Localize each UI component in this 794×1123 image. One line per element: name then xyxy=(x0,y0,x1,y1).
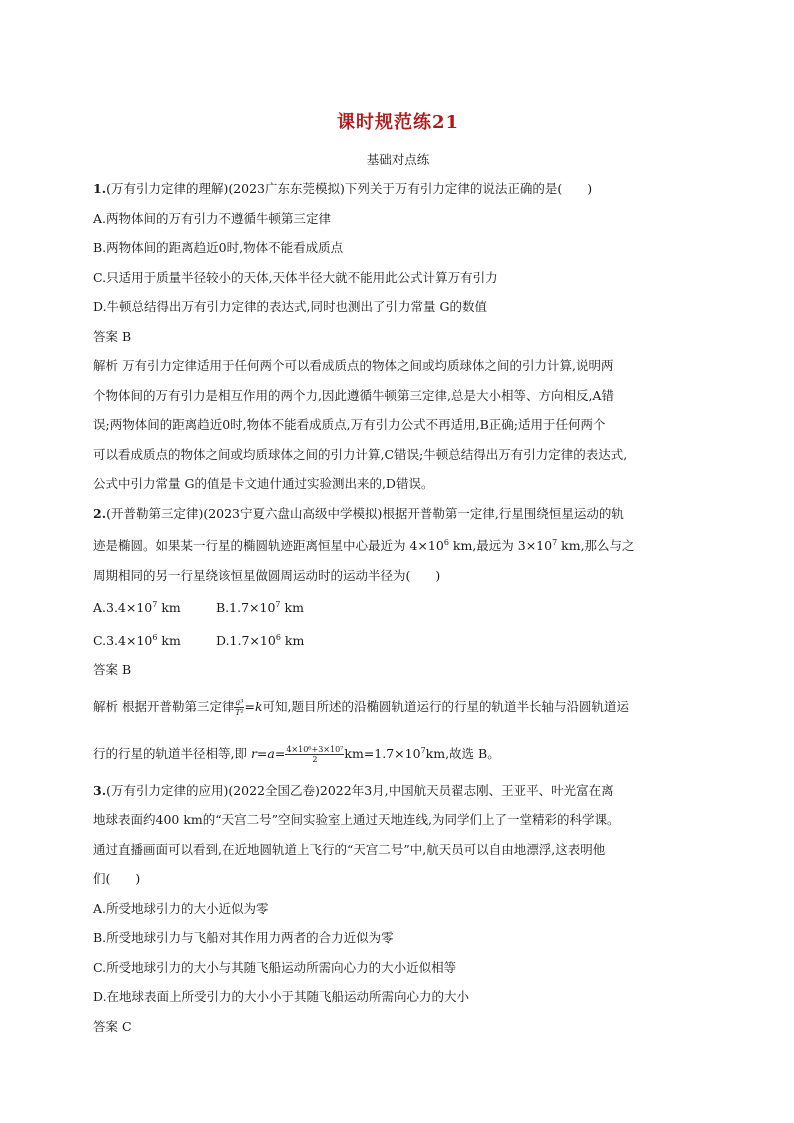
question-2-text: km,最远为 3×10 xyxy=(448,538,553,553)
question-1-option-b: B.两物体间的距离趋近0时,物体不能看成质点 xyxy=(93,240,344,255)
fraction-denominator: T² xyxy=(235,707,244,717)
question-1-answer: 答案 B xyxy=(93,328,132,344)
question-1-stem xyxy=(93,174,703,204)
question-1 xyxy=(93,174,703,499)
question-3-text: (万有引力定律的应用)(2022全国乙卷)2022年3月,中国航天员翟志刚、王亚平、叶光富在离 xyxy=(106,782,614,798)
question-2-option-c xyxy=(93,623,216,656)
question-2-stem-line xyxy=(93,499,703,529)
question-2-stem-line: 周期相同的另一行星绕该恒星做圆周运动时的运动半径为( ) xyxy=(93,567,441,583)
fraction xyxy=(285,745,344,764)
fraction-denominator: 2 xyxy=(312,754,318,764)
exponent: 6 xyxy=(275,632,281,642)
exponent: 7 xyxy=(152,600,158,609)
question-2-number: 2. xyxy=(93,505,107,521)
question-2-answer: 答案 B xyxy=(93,662,132,677)
question-3-stem-line: 通过直播画面可以看到,在近地圆轨道上飞行的“天宫二号”中,航天员可以自由地漂浮,这表明他 xyxy=(93,841,606,857)
question-2-analysis-line xyxy=(93,685,703,729)
question-3-option-c: C.所受地球引力的大小与其随飞船运动所需向心力的大小近似相等 xyxy=(93,959,457,975)
exponent: 7 xyxy=(275,600,281,609)
question-1-option-d: D.牛顿总结得出万有引力定律的表达式,同时也测出了引力常量 G的数值 xyxy=(93,299,487,314)
question-3 xyxy=(93,776,703,1042)
exponent: 6 xyxy=(443,538,449,547)
option-unit: km xyxy=(280,632,305,648)
option-unit: km xyxy=(157,600,181,615)
question-1-option-c: C.只适用于质量半径较小的天体,天体半径大就不能用此公式计算万有引力 xyxy=(93,269,498,285)
option-text: B.1.7×10 xyxy=(216,600,276,615)
question-1-analysis-line: 个物体间的万有引力是相互作用的两个力,因此遵循牛顿第三定律,总是大小相等、方向相反,A错 xyxy=(93,387,614,403)
question-2-stem-line xyxy=(93,528,703,561)
fraction-numerator: 4×10⁶+3×10⁷ xyxy=(286,744,344,754)
option-text: C.3.4×10 xyxy=(93,632,153,648)
question-2-option-a xyxy=(93,590,216,623)
question-1-analysis-line: 公式中引力常量 G的值是卡文迪什通过实验测出来的,D错误。 xyxy=(93,476,434,491)
question-3-number: 3. xyxy=(93,782,107,798)
analysis-text: 解析 根据开普勒第三定律 xyxy=(93,698,235,714)
section-heading: 基础对点练 xyxy=(366,152,430,167)
equation-text: =k xyxy=(244,698,263,714)
question-3-stem-line: 地球表面约400 km的“天宫二号”空间实验室上通过天地连线,为同学们上了一堂精彩的科学课。 xyxy=(93,812,620,827)
question-2-analysis-line xyxy=(93,729,703,776)
fraction-numerator: a³ xyxy=(235,697,244,707)
question-1-number: 1. xyxy=(93,181,107,196)
option-text: D.1.7×10 xyxy=(216,632,276,648)
question-2-options-row xyxy=(93,623,703,656)
analysis-text: 行的行星的轨道半径相等,即 xyxy=(93,745,251,761)
fraction xyxy=(234,698,244,717)
analysis-text: km=1.7×10 xyxy=(344,745,421,761)
question-2-text: (开普勒第三定律)(2023宁夏六盘山高级中学模拟)根据开普勒第一定律,行星围绕恒星运动的轨 xyxy=(106,505,624,521)
question-3-stem-line xyxy=(93,776,703,806)
analysis-text: 可知,题目所述的沿椭圆轨道运行的行星的轨道半长轴与沿圆轨道运 xyxy=(262,698,630,714)
question-2-text: 迹是椭圆。如果某一行星的椭圆轨迹距离恒星中心最近为 4×10 xyxy=(93,538,444,553)
question-2-option-d xyxy=(216,623,339,656)
question-1-option-a: A.两物体间的万有引力不遵循牛顿第三定律 xyxy=(93,210,332,226)
question-3-option-b: B.所受地球引力与飞船对其作用力两者的合力近似为零 xyxy=(93,930,394,945)
question-1-text: (万有引力定律的理解)(2023广东东莞模拟)下列关于万有引力定律的说法正确的是( ) xyxy=(106,181,593,196)
exponent: 7 xyxy=(552,538,558,547)
question-3-answer: 答案 C xyxy=(93,1018,132,1034)
equation-text: r=a= xyxy=(250,745,286,761)
question-3-option-d: D.在地球表面上所受引力的大小小于其随飞船运动所需向心力的大小 xyxy=(93,989,470,1004)
option-text: A.3.4×10 xyxy=(93,600,153,615)
option-unit: km xyxy=(157,632,181,648)
question-2-text: km,那么与之 xyxy=(557,538,635,553)
option-unit: km xyxy=(280,600,304,615)
document-page xyxy=(93,108,703,1041)
question-2-options-row xyxy=(93,590,703,623)
question-1-analysis-line: 可以看成质点的物体之间或均质球体之间的引力计算,C错误;牛顿总结得出万有引力定律的表达式, xyxy=(93,446,628,462)
question-1-analysis-line: 解析 万有引力定律适用于任何两个可以看成质点的物体之间或均质球体之间的引力计算,说明两 xyxy=(93,358,614,373)
question-1-analysis-line: 误;两物体间的距离趋近0时,物体不能看成质点,万有引力公式不再适用,B正确;适用于任何两个 xyxy=(93,417,606,432)
exponent: 7 xyxy=(420,745,426,755)
question-2 xyxy=(93,499,703,776)
question-3-stem-line: 们( ) xyxy=(93,871,141,886)
page-title: 课时规范练21 xyxy=(336,112,460,133)
question-2-option-b xyxy=(216,590,339,623)
question-3-option-a: A.所受地球引力的大小近似为零 xyxy=(93,900,269,916)
exponent: 6 xyxy=(152,632,158,642)
analysis-text: km,故选 B。 xyxy=(425,745,500,761)
